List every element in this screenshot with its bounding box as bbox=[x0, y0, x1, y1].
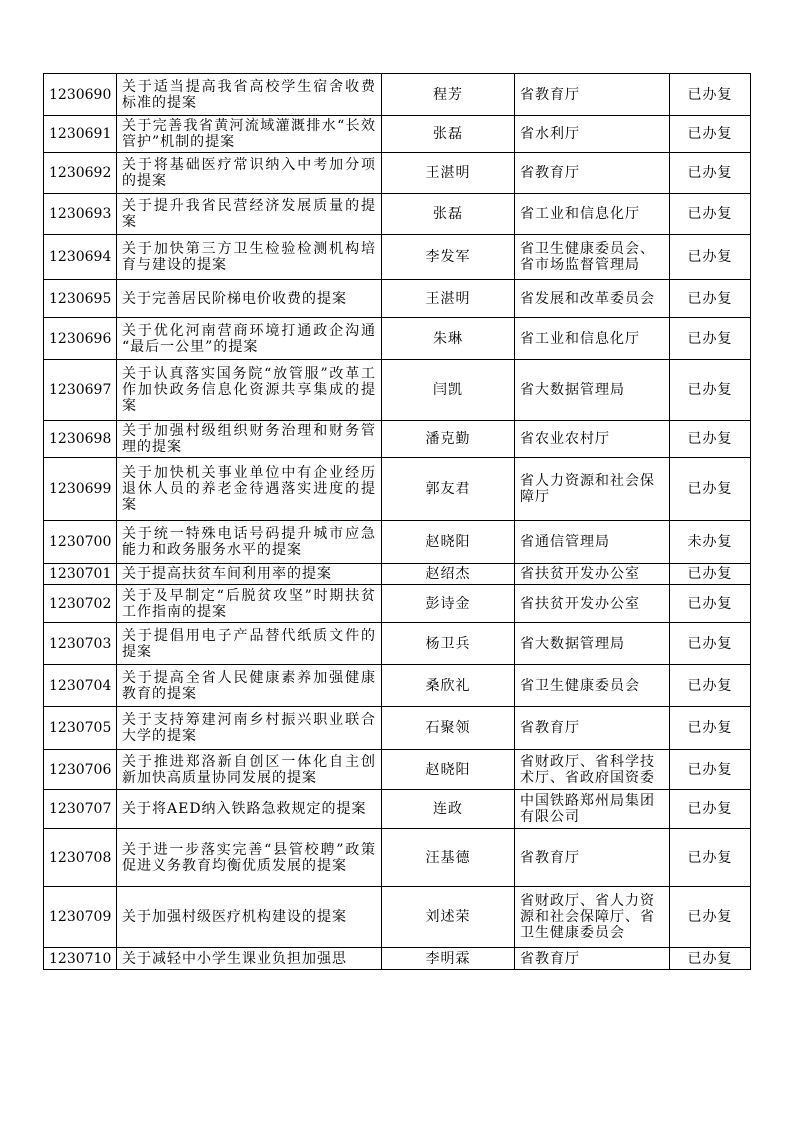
table-row bbox=[44, 318, 751, 360]
proposer-name: 石聚领 bbox=[382, 707, 515, 750]
handling-department: 省扶贫开发办公室 bbox=[515, 564, 670, 585]
table-row bbox=[44, 194, 751, 235]
proposer-name: 刘述荣 bbox=[382, 887, 515, 948]
proposal-title: 关于推进郑洛新自创区一体化自主创新加快高质量协同发展的提案 bbox=[117, 750, 382, 790]
proposal-number: 1230691 bbox=[44, 116, 117, 153]
table-row bbox=[44, 750, 751, 790]
handling-department: 省农业农村厅 bbox=[515, 421, 670, 458]
table-row bbox=[44, 360, 751, 421]
table-row bbox=[44, 153, 751, 194]
proposal-title: 关于加快机关事业单位中有企业经历退休人员的养老金待遇落实进度的提案 bbox=[117, 458, 382, 521]
table-row bbox=[44, 585, 751, 623]
proposer-name: 王湛明 bbox=[382, 153, 515, 194]
proposer-name: 赵晓阳 bbox=[382, 750, 515, 790]
handling-department: 省人力资源和社会保障厅 bbox=[515, 458, 670, 521]
handling-department: 省教育厅 bbox=[515, 829, 670, 887]
proposal-number: 1230697 bbox=[44, 360, 117, 421]
proposal-table-body bbox=[44, 74, 751, 970]
proposal-table bbox=[43, 73, 751, 970]
proposer-name: 杨卫兵 bbox=[382, 623, 515, 665]
proposal-title: 关于完善我省黄河流域灌溉排水“长效管护”机制的提案 bbox=[117, 116, 382, 153]
table-row bbox=[44, 887, 751, 948]
proposer-name: 程芳 bbox=[382, 74, 515, 116]
proposal-title: 关于进一步落实完善“县管校聘”政策促进义务教育均衡优质发展的提案 bbox=[117, 829, 382, 887]
table-row bbox=[44, 707, 751, 750]
status-text: 已办复 bbox=[670, 829, 751, 887]
table-row bbox=[44, 790, 751, 829]
proposal-title: 关于加强村级医疗机构建设的提案 bbox=[117, 887, 382, 948]
status-text: 已办复 bbox=[670, 318, 751, 360]
table-row bbox=[44, 458, 751, 521]
proposal-title: 关于认真落实国务院“放管服”改革工作加快政务信息化资源共享集成的提案 bbox=[117, 360, 382, 421]
table-row bbox=[44, 280, 751, 318]
proposal-number: 1230694 bbox=[44, 235, 117, 280]
table-row bbox=[44, 116, 751, 153]
proposer-name: 彭诗金 bbox=[382, 585, 515, 623]
proposal-title: 关于提高全省人民健康素养加强健康教育的提案 bbox=[117, 665, 382, 707]
status-text: 未办复 bbox=[670, 521, 751, 564]
proposal-number: 1230693 bbox=[44, 194, 117, 235]
proposal-title: 关于提升我省民营经济发展质量的提案 bbox=[117, 194, 382, 235]
proposal-number: 1230709 bbox=[44, 887, 117, 948]
handling-department: 省大数据管理局 bbox=[515, 623, 670, 665]
proposal-number: 1230708 bbox=[44, 829, 117, 887]
proposer-name: 赵晓阳 bbox=[382, 521, 515, 564]
table-row bbox=[44, 521, 751, 564]
proposer-name: 李发军 bbox=[382, 235, 515, 280]
proposer-name: 闫凯 bbox=[382, 360, 515, 421]
handling-department: 省教育厅 bbox=[515, 74, 670, 116]
handling-department: 省卫生健康委员会、省市场监督管理局 bbox=[515, 235, 670, 280]
handling-department: 省工业和信息化厅 bbox=[515, 318, 670, 360]
status-text: 已办复 bbox=[670, 153, 751, 194]
proposal-number: 1230699 bbox=[44, 458, 117, 521]
status-text: 已办复 bbox=[670, 948, 751, 970]
proposer-name: 汪基德 bbox=[382, 829, 515, 887]
proposal-title: 关于提高扶贫车间利用率的提案 bbox=[117, 564, 382, 585]
proposal-title: 关于将基础医疗常识纳入中考加分项的提案 bbox=[117, 153, 382, 194]
status-text: 已办复 bbox=[670, 887, 751, 948]
handling-department: 省教育厅 bbox=[515, 153, 670, 194]
status-text: 已办复 bbox=[670, 750, 751, 790]
status-text: 已办复 bbox=[670, 707, 751, 750]
proposer-name: 张磊 bbox=[382, 194, 515, 235]
proposal-title: 关于加强村级组织财务治理和财务管理的提案 bbox=[117, 421, 382, 458]
status-text: 已办复 bbox=[670, 665, 751, 707]
status-text: 已办复 bbox=[670, 280, 751, 318]
proposal-number: 1230710 bbox=[44, 948, 117, 970]
handling-department: 省通信管理局 bbox=[515, 521, 670, 564]
proposal-number: 1230695 bbox=[44, 280, 117, 318]
status-text: 已办复 bbox=[670, 421, 751, 458]
handling-department: 省水利厅 bbox=[515, 116, 670, 153]
proposer-name: 桑欣礼 bbox=[382, 665, 515, 707]
proposer-name: 张磊 bbox=[382, 116, 515, 153]
handling-department: 省财政厅、省人力资源和社会保障厅、省卫生健康委员会 bbox=[515, 887, 670, 948]
proposer-name: 郭友君 bbox=[382, 458, 515, 521]
handling-department: 省财政厅、省科学技术厅、省政府国资委 bbox=[515, 750, 670, 790]
status-text: 已办复 bbox=[670, 194, 751, 235]
handling-department: 省教育厅 bbox=[515, 707, 670, 750]
table-row bbox=[44, 948, 751, 970]
handling-department: 省工业和信息化厅 bbox=[515, 194, 670, 235]
proposer-name: 李明霖 bbox=[382, 948, 515, 970]
status-text: 已办复 bbox=[670, 74, 751, 116]
proposal-title: 关于完善居民阶梯电价收费的提案 bbox=[117, 280, 382, 318]
proposal-number: 1230704 bbox=[44, 665, 117, 707]
handling-department: 中国铁路郑州局集团有限公司 bbox=[515, 790, 670, 829]
table-row bbox=[44, 665, 751, 707]
table-row bbox=[44, 421, 751, 458]
proposal-title: 关于优化河南营商环境打通政企沟通 “最后一公里”的提案 bbox=[117, 318, 382, 360]
table-row bbox=[44, 235, 751, 280]
proposal-title: 关于支持筹建河南乡村振兴职业联合大学的提案 bbox=[117, 707, 382, 750]
table-row bbox=[44, 623, 751, 665]
proposal-number: 1230698 bbox=[44, 421, 117, 458]
status-text: 已办复 bbox=[670, 360, 751, 421]
proposal-number: 1230703 bbox=[44, 623, 117, 665]
handling-department: 省大数据管理局 bbox=[515, 360, 670, 421]
proposal-number: 1230707 bbox=[44, 790, 117, 829]
proposal-number: 1230700 bbox=[44, 521, 117, 564]
proposal-number: 1230696 bbox=[44, 318, 117, 360]
handling-department: 省教育厅 bbox=[515, 948, 670, 970]
proposal-title: 关于减轻中小学生课业负担加强思 bbox=[117, 948, 382, 970]
handling-department: 省发展和改革委员会 bbox=[515, 280, 670, 318]
proposer-name: 朱琳 bbox=[382, 318, 515, 360]
proposal-title: 关于适当提高我省高校学生宿舍收费标准的提案 bbox=[117, 74, 382, 116]
proposer-name: 王湛明 bbox=[382, 280, 515, 318]
proposal-number: 1230701 bbox=[44, 564, 117, 585]
table-row bbox=[44, 564, 751, 585]
table-row bbox=[44, 829, 751, 887]
proposal-number: 1230706 bbox=[44, 750, 117, 790]
proposal-title: 关于提倡用电子产品替代纸质文件的提案 bbox=[117, 623, 382, 665]
proposer-name: 潘克勤 bbox=[382, 421, 515, 458]
proposal-title: 关于将AED纳入铁路急救规定的提案 bbox=[117, 790, 382, 829]
status-text: 已办复 bbox=[670, 458, 751, 521]
proposer-name: 赵绍杰 bbox=[382, 564, 515, 585]
proposal-title: 关于统一特殊电话号码提升城市应急能力和政务服务水平的提案 bbox=[117, 521, 382, 564]
handling-department: 省卫生健康委员会 bbox=[515, 665, 670, 707]
proposal-number: 1230690 bbox=[44, 74, 117, 116]
proposal-title: 关于加快第三方卫生检验检测机构培育与建设的提案 bbox=[117, 235, 382, 280]
status-text: 已办复 bbox=[670, 623, 751, 665]
proposal-number: 1230702 bbox=[44, 585, 117, 623]
handling-department: 省扶贫开发办公室 bbox=[515, 585, 670, 623]
status-text: 已办复 bbox=[670, 790, 751, 829]
proposer-name: 连政 bbox=[382, 790, 515, 829]
status-text: 已办复 bbox=[670, 564, 751, 585]
proposal-number: 1230705 bbox=[44, 707, 117, 750]
table-row bbox=[44, 74, 751, 116]
proposal-number: 1230692 bbox=[44, 153, 117, 194]
proposal-title: 关于及早制定“后脱贫攻坚”时期扶贫工作指南的提案 bbox=[117, 585, 382, 623]
status-text: 已办复 bbox=[670, 585, 751, 623]
status-text: 已办复 bbox=[670, 116, 751, 153]
status-text: 已办复 bbox=[670, 235, 751, 280]
